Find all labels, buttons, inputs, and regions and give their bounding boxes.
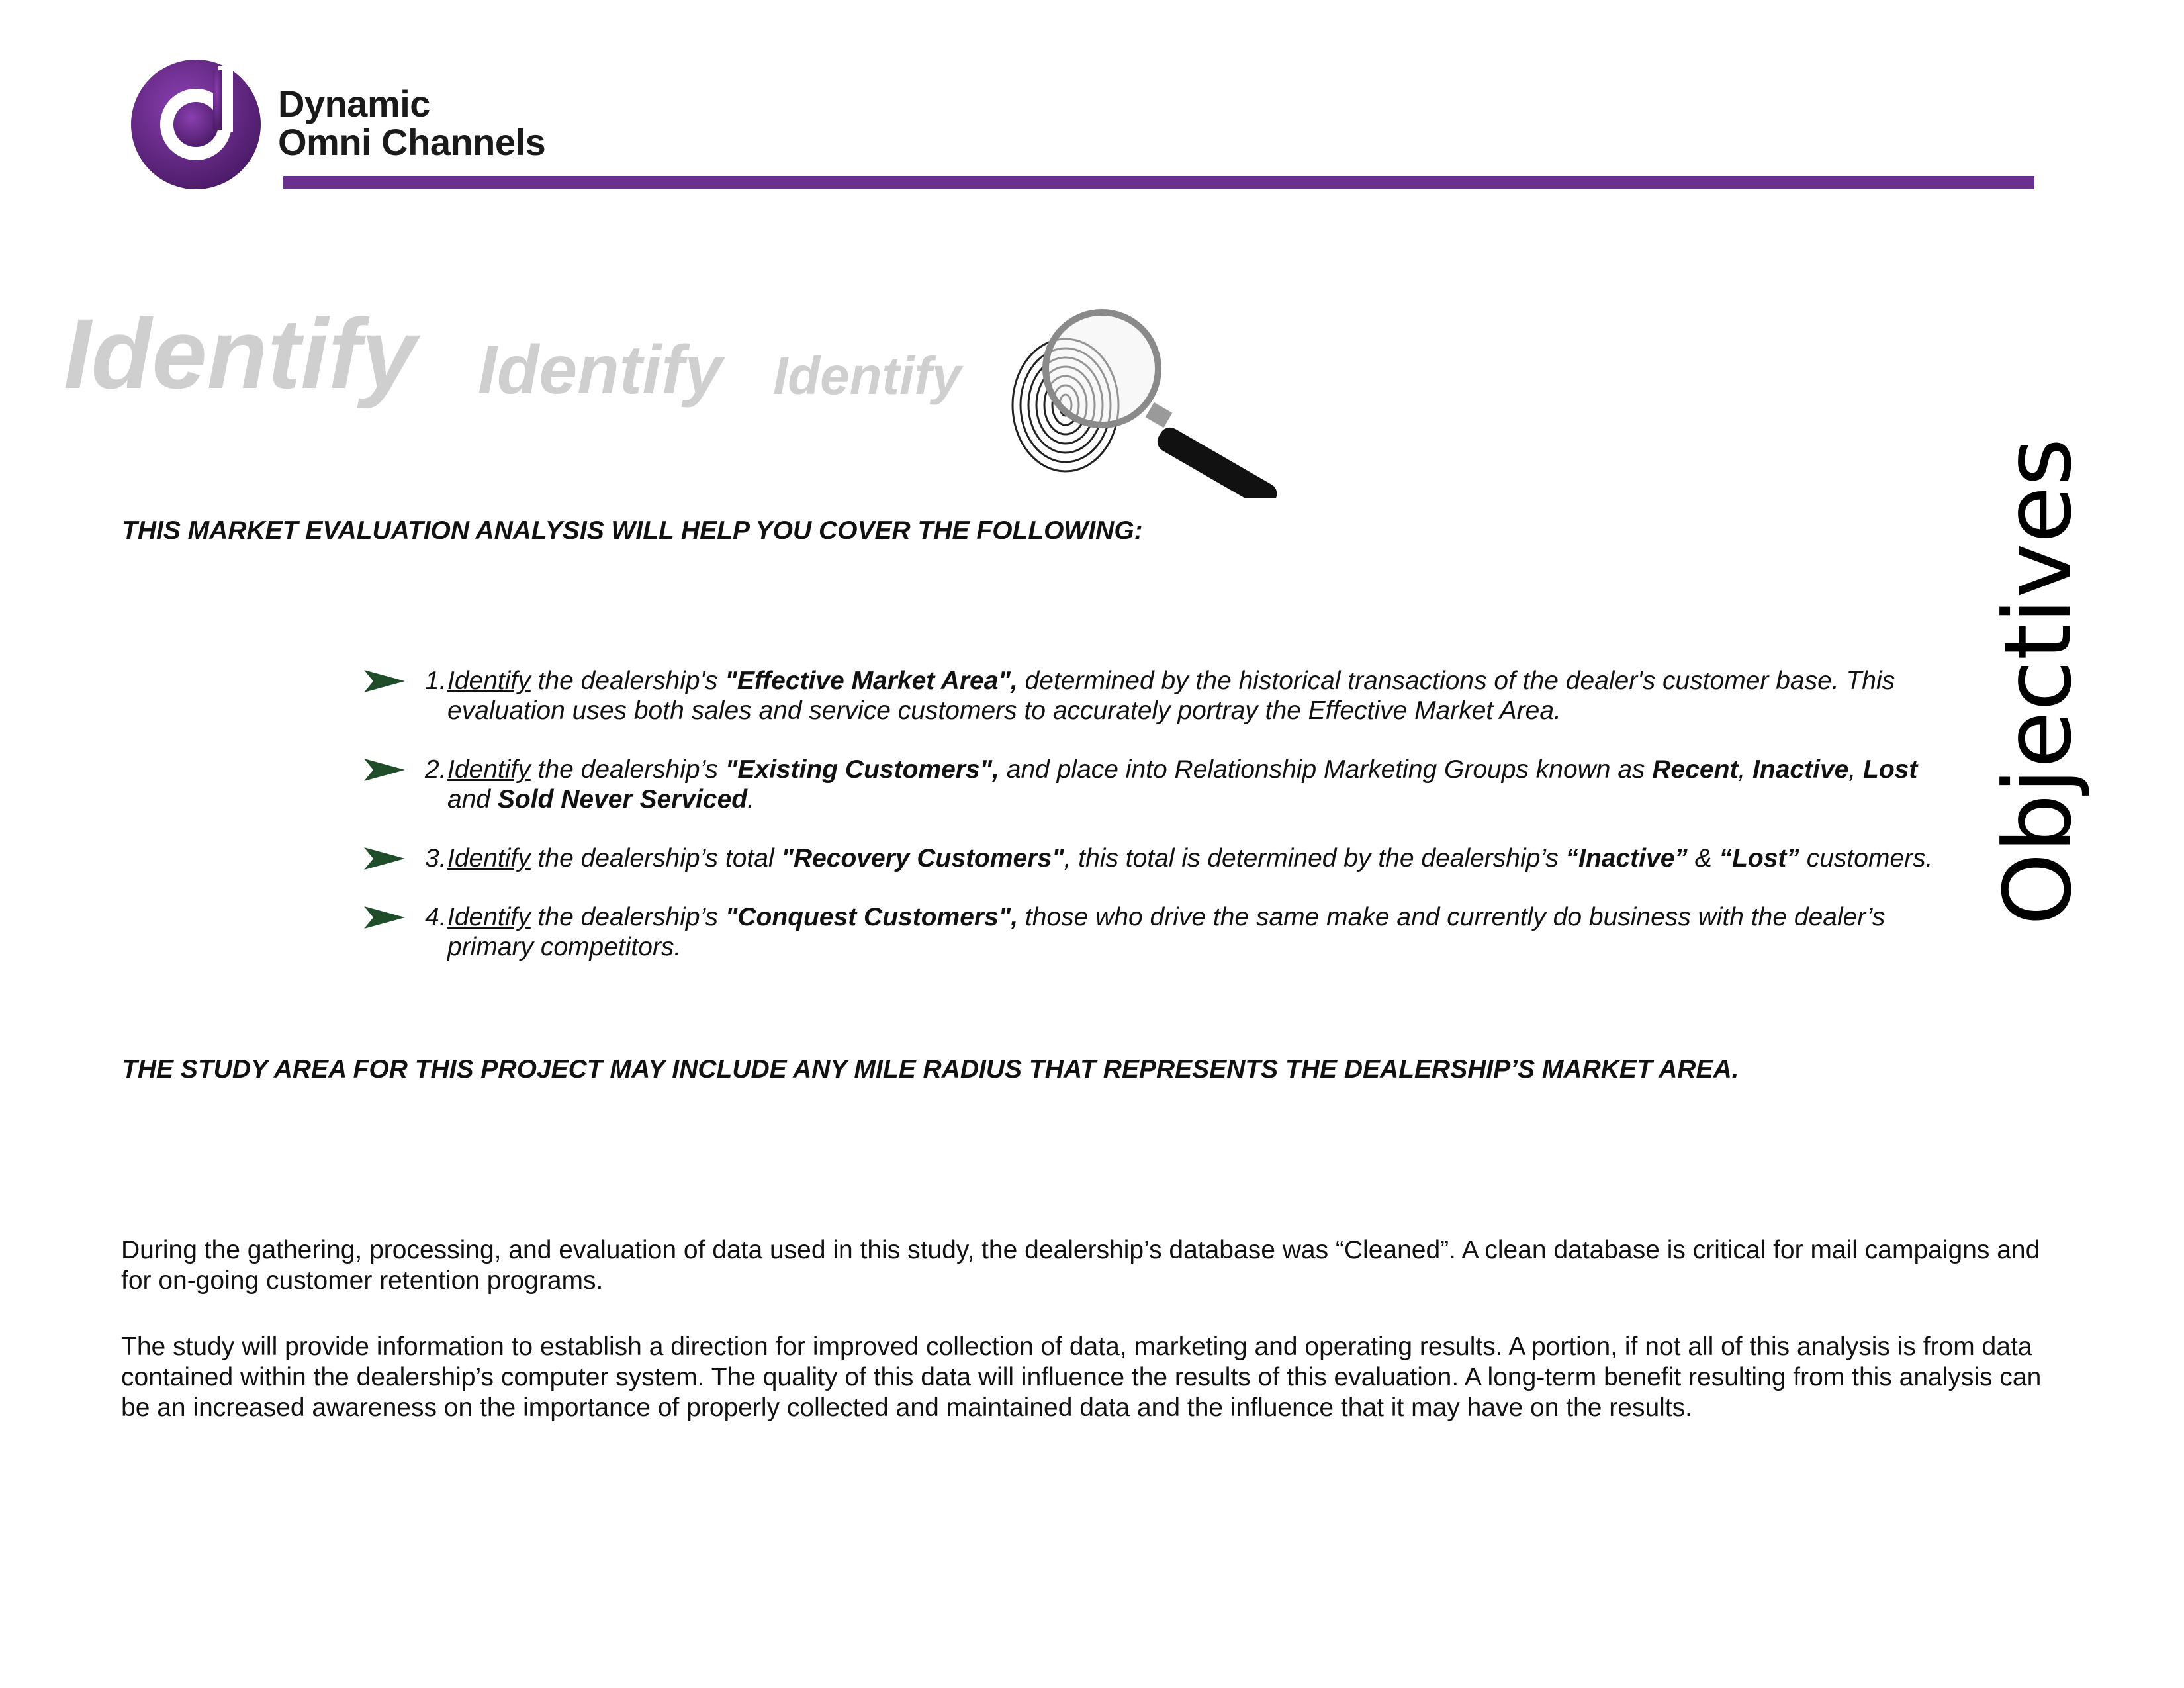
arrow-bullet-icon: [364, 906, 405, 929]
item-text-part: the dealership’s total: [530, 844, 782, 872]
item-emphasis: Lost: [1863, 755, 1918, 784]
side-title: [1984, 438, 2093, 926]
watermark-word-large: Identify: [64, 298, 417, 409]
item-text-part: the dealership's: [530, 667, 725, 695]
item-emphasis: "Existing Customers",: [725, 755, 999, 784]
brand-line-2: Omni Channels: [278, 121, 546, 163]
brand-name: [278, 85, 545, 162]
item-text-part: and: [447, 785, 498, 814]
paragraph: The study will provide information to establish a direction for improved collection of data, marketing and operating results. A portion, if not all of this analysis is from data contained within the dealership’s computer system. The quality of this data will influence the results of this evaluation. A long-term benefit resulting from this analysis can be an increased awareness on the importance of properly collected and maintained data and the influence that it may have on the results.: [121, 1333, 2042, 1422]
objectives-list: [364, 666, 1939, 991]
item-number: 1.: [425, 667, 447, 695]
header-divider: [283, 176, 2034, 189]
item-text-part: &: [1687, 844, 1719, 872]
item-verb: Identify: [447, 755, 531, 784]
item-emphasis: "Conquest Customers",: [725, 903, 1019, 931]
item-emphasis: "Recovery Customers": [781, 844, 1064, 872]
item-text-part: the dealership’s: [530, 755, 725, 784]
company-logo-icon: [130, 58, 262, 191]
brand-line-1: Dynamic: [278, 83, 430, 124]
section-heading: THIS MARKET EVALUATION ANALYSIS WILL HELP YOU COVER THE FOLLOWING:: [122, 516, 1143, 545]
watermark-word-medium: Identify: [478, 332, 723, 408]
item-verb: Identify: [447, 844, 531, 872]
list-item: [364, 843, 1939, 873]
item-text: [425, 902, 1939, 962]
item-text-part: , this total is determined by the dealership’s: [1064, 844, 1566, 872]
item-number: 3.: [425, 844, 447, 872]
item-text-part: .: [747, 785, 754, 814]
item-verb: Identify: [447, 667, 531, 695]
item-text: [425, 843, 1939, 873]
item-number: 4.: [425, 903, 447, 931]
item-emphasis: “Lost”: [1719, 844, 1799, 872]
item-verb: Identify: [447, 903, 531, 931]
list-item: [364, 902, 1939, 962]
arrow-bullet-icon: [364, 670, 405, 692]
item-emphasis: "Effective Market Area",: [725, 667, 1018, 695]
side-title-text: Objectives: [1984, 438, 2093, 926]
item-text-part: ,: [1738, 755, 1753, 784]
study-area-heading: THE STUDY AREA FOR THIS PROJECT MAY INCLUDE ANY MILE RADIUS THAT REPRESENTS THE DEALERSHIP’S MARKET AREA.: [122, 1055, 1739, 1084]
arrow-bullet-icon: [364, 847, 405, 870]
item-text-part: determined by the historical transactions of the dealer's customer base. This evaluation uses both sales and service customers to accurately portray the Effective Market Area.: [447, 667, 1895, 725]
item-emphasis: “Inactive”: [1565, 844, 1688, 872]
item-emphasis: Sold Never Serviced: [497, 785, 748, 814]
item-number: 2.: [425, 755, 447, 784]
item-emphasis: Recent: [1652, 755, 1739, 784]
item-text-part: customers.: [1799, 844, 1933, 872]
item-text-part: the dealership’s: [530, 903, 725, 931]
paragraph: During the gathering, processing, and evaluation of data used in this study, the dealership’s database was “Cleaned”. A clean database is critical for mail campaigns and for on-going customer retention programs.: [121, 1236, 2040, 1295]
item-text: [425, 666, 1939, 726]
item-text: [425, 755, 1939, 814]
item-emphasis: Inactive: [1752, 755, 1849, 784]
item-text-part: and place into Relationship Marketing Groups known as: [999, 755, 1653, 784]
item-text-part: those who drive the same make and currently do business with the dealer’s primary competitors.: [447, 903, 1886, 961]
list-item: [364, 666, 1939, 726]
list-item: [364, 755, 1939, 814]
fingerprint-magnifier-icon: [993, 306, 1304, 498]
arrow-bullet-icon: [364, 759, 405, 781]
watermark-word-small: Identify: [773, 346, 962, 405]
item-text-part: ,: [1848, 755, 1863, 784]
